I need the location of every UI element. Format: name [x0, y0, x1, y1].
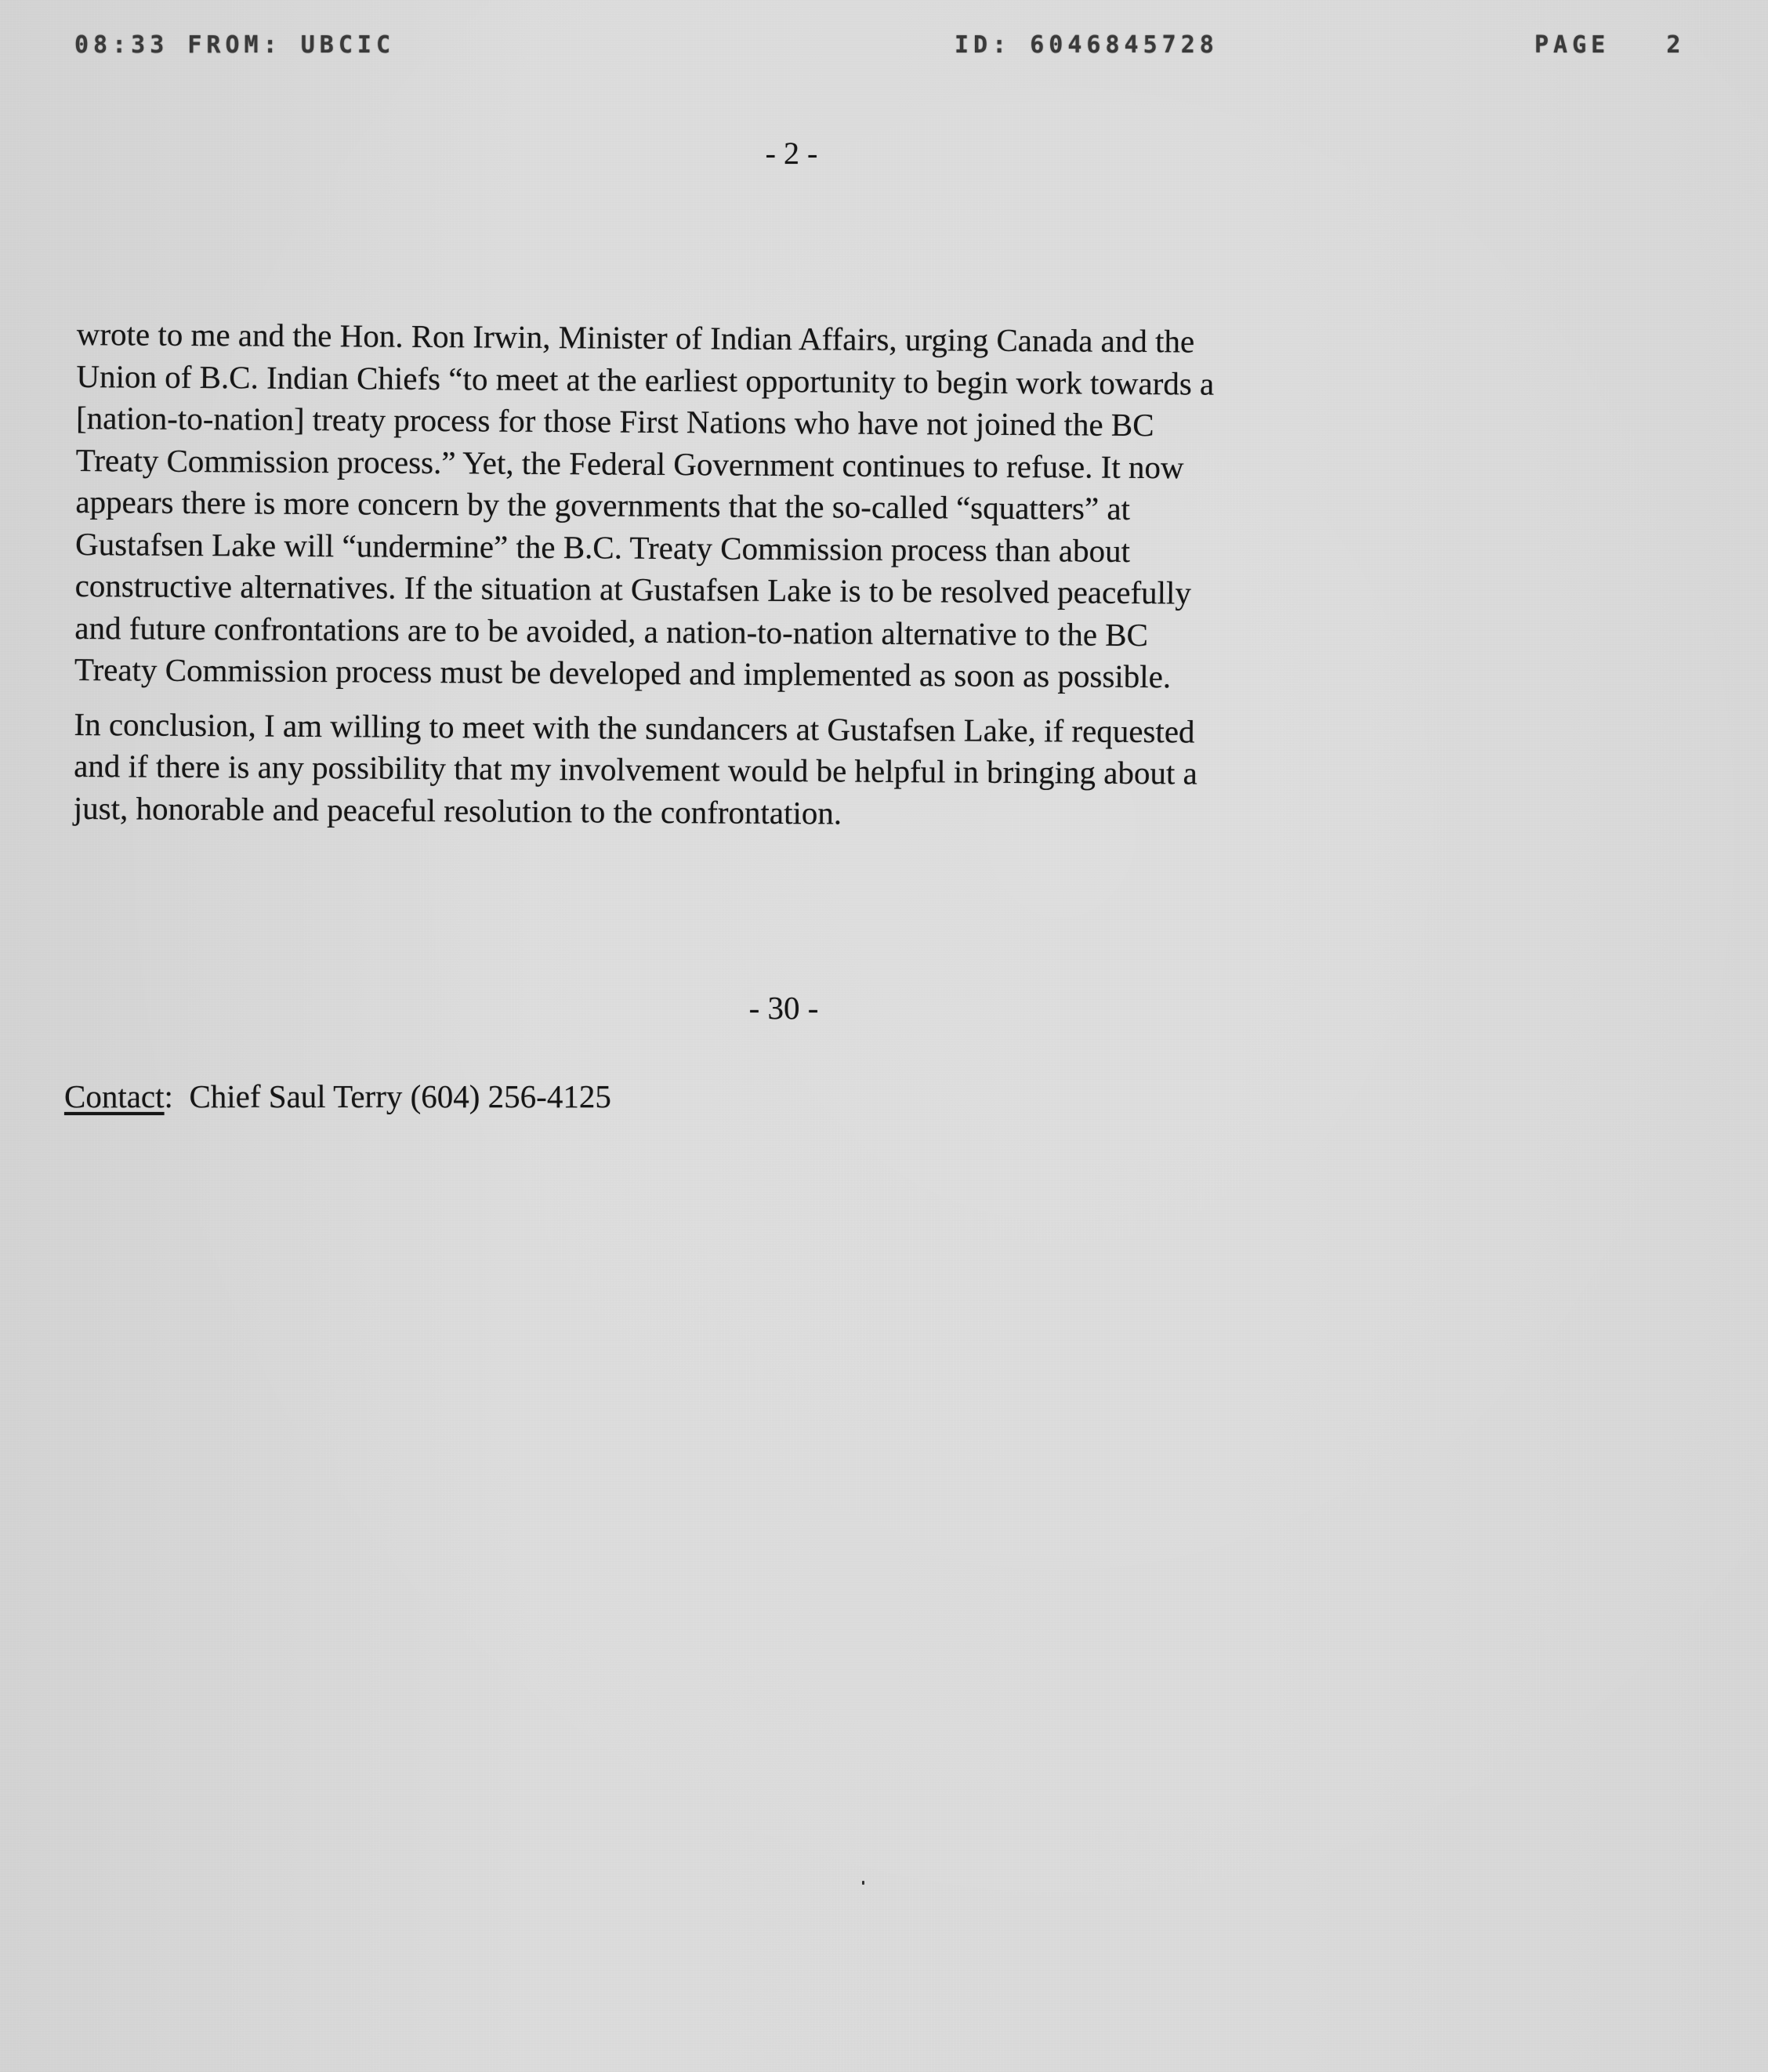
fax-time-from: 08:33 FROM: UBCIC: [74, 31, 396, 59]
text-line: Treaty Commission process must be developed and implemented as soon as possible.: [74, 650, 1172, 695]
text-line: wrote to me and the Hon. Ron Irwin, Minister of Indian Affairs, urging Canada and the: [76, 315, 1195, 360]
fax-page-number: PAGE 2: [1534, 31, 1686, 59]
paragraph-1: [74, 313, 1503, 701]
text-line: In conclusion, I am willing to meet with the sundancers at Gustafsen Lake, if requested: [74, 705, 1195, 749]
text-line: [nation-to-nation] treaty process for those First Nations who have not joined the BC: [75, 399, 1154, 444]
text-line: and if there is any possibility that my involvement would be helpful in bringing about a: [74, 747, 1197, 791]
scan-speck: [862, 1881, 864, 1885]
end-of-release-marker: - 30 -: [748, 990, 819, 1026]
text-line: Treaty Commission process.” Yet, the Federal Government continues to refuse. It now: [75, 441, 1184, 485]
text-line: Union of B.C. Indian Chiefs “to meet at the earliest opportunity to begin work towards a: [76, 357, 1215, 402]
text-line: just, honorable and peaceful resolution to the confrontation.: [73, 789, 842, 831]
text-line: constructive alternatives. If the situation at Gustafsen Lake is to be resolved peacefully: [74, 567, 1192, 611]
fax-sender-id: ID: 6046845728: [955, 31, 1219, 59]
text-line: Gustafsen Lake will “undermine” the B.C. Treaty Commission process than about: [74, 525, 1131, 569]
page-number-marker: - 2 -: [765, 136, 818, 171]
fax-transmission-header: [0, 31, 1768, 66]
text-line: appears there is more concern by the governments that the so-called “squatters” at: [75, 483, 1131, 527]
contact-value: Chief Saul Terry (604) 256-4125: [189, 1078, 611, 1114]
contact-line: [64, 1078, 611, 1115]
contact-separator: :: [164, 1078, 173, 1114]
contact-label: Contact: [64, 1078, 165, 1114]
text-line: and future confrontations are to be avoided, a nation-to-nation alternative to the BC: [74, 609, 1149, 653]
document-body: [74, 313, 1503, 839]
paragraph-2: [74, 703, 1501, 839]
